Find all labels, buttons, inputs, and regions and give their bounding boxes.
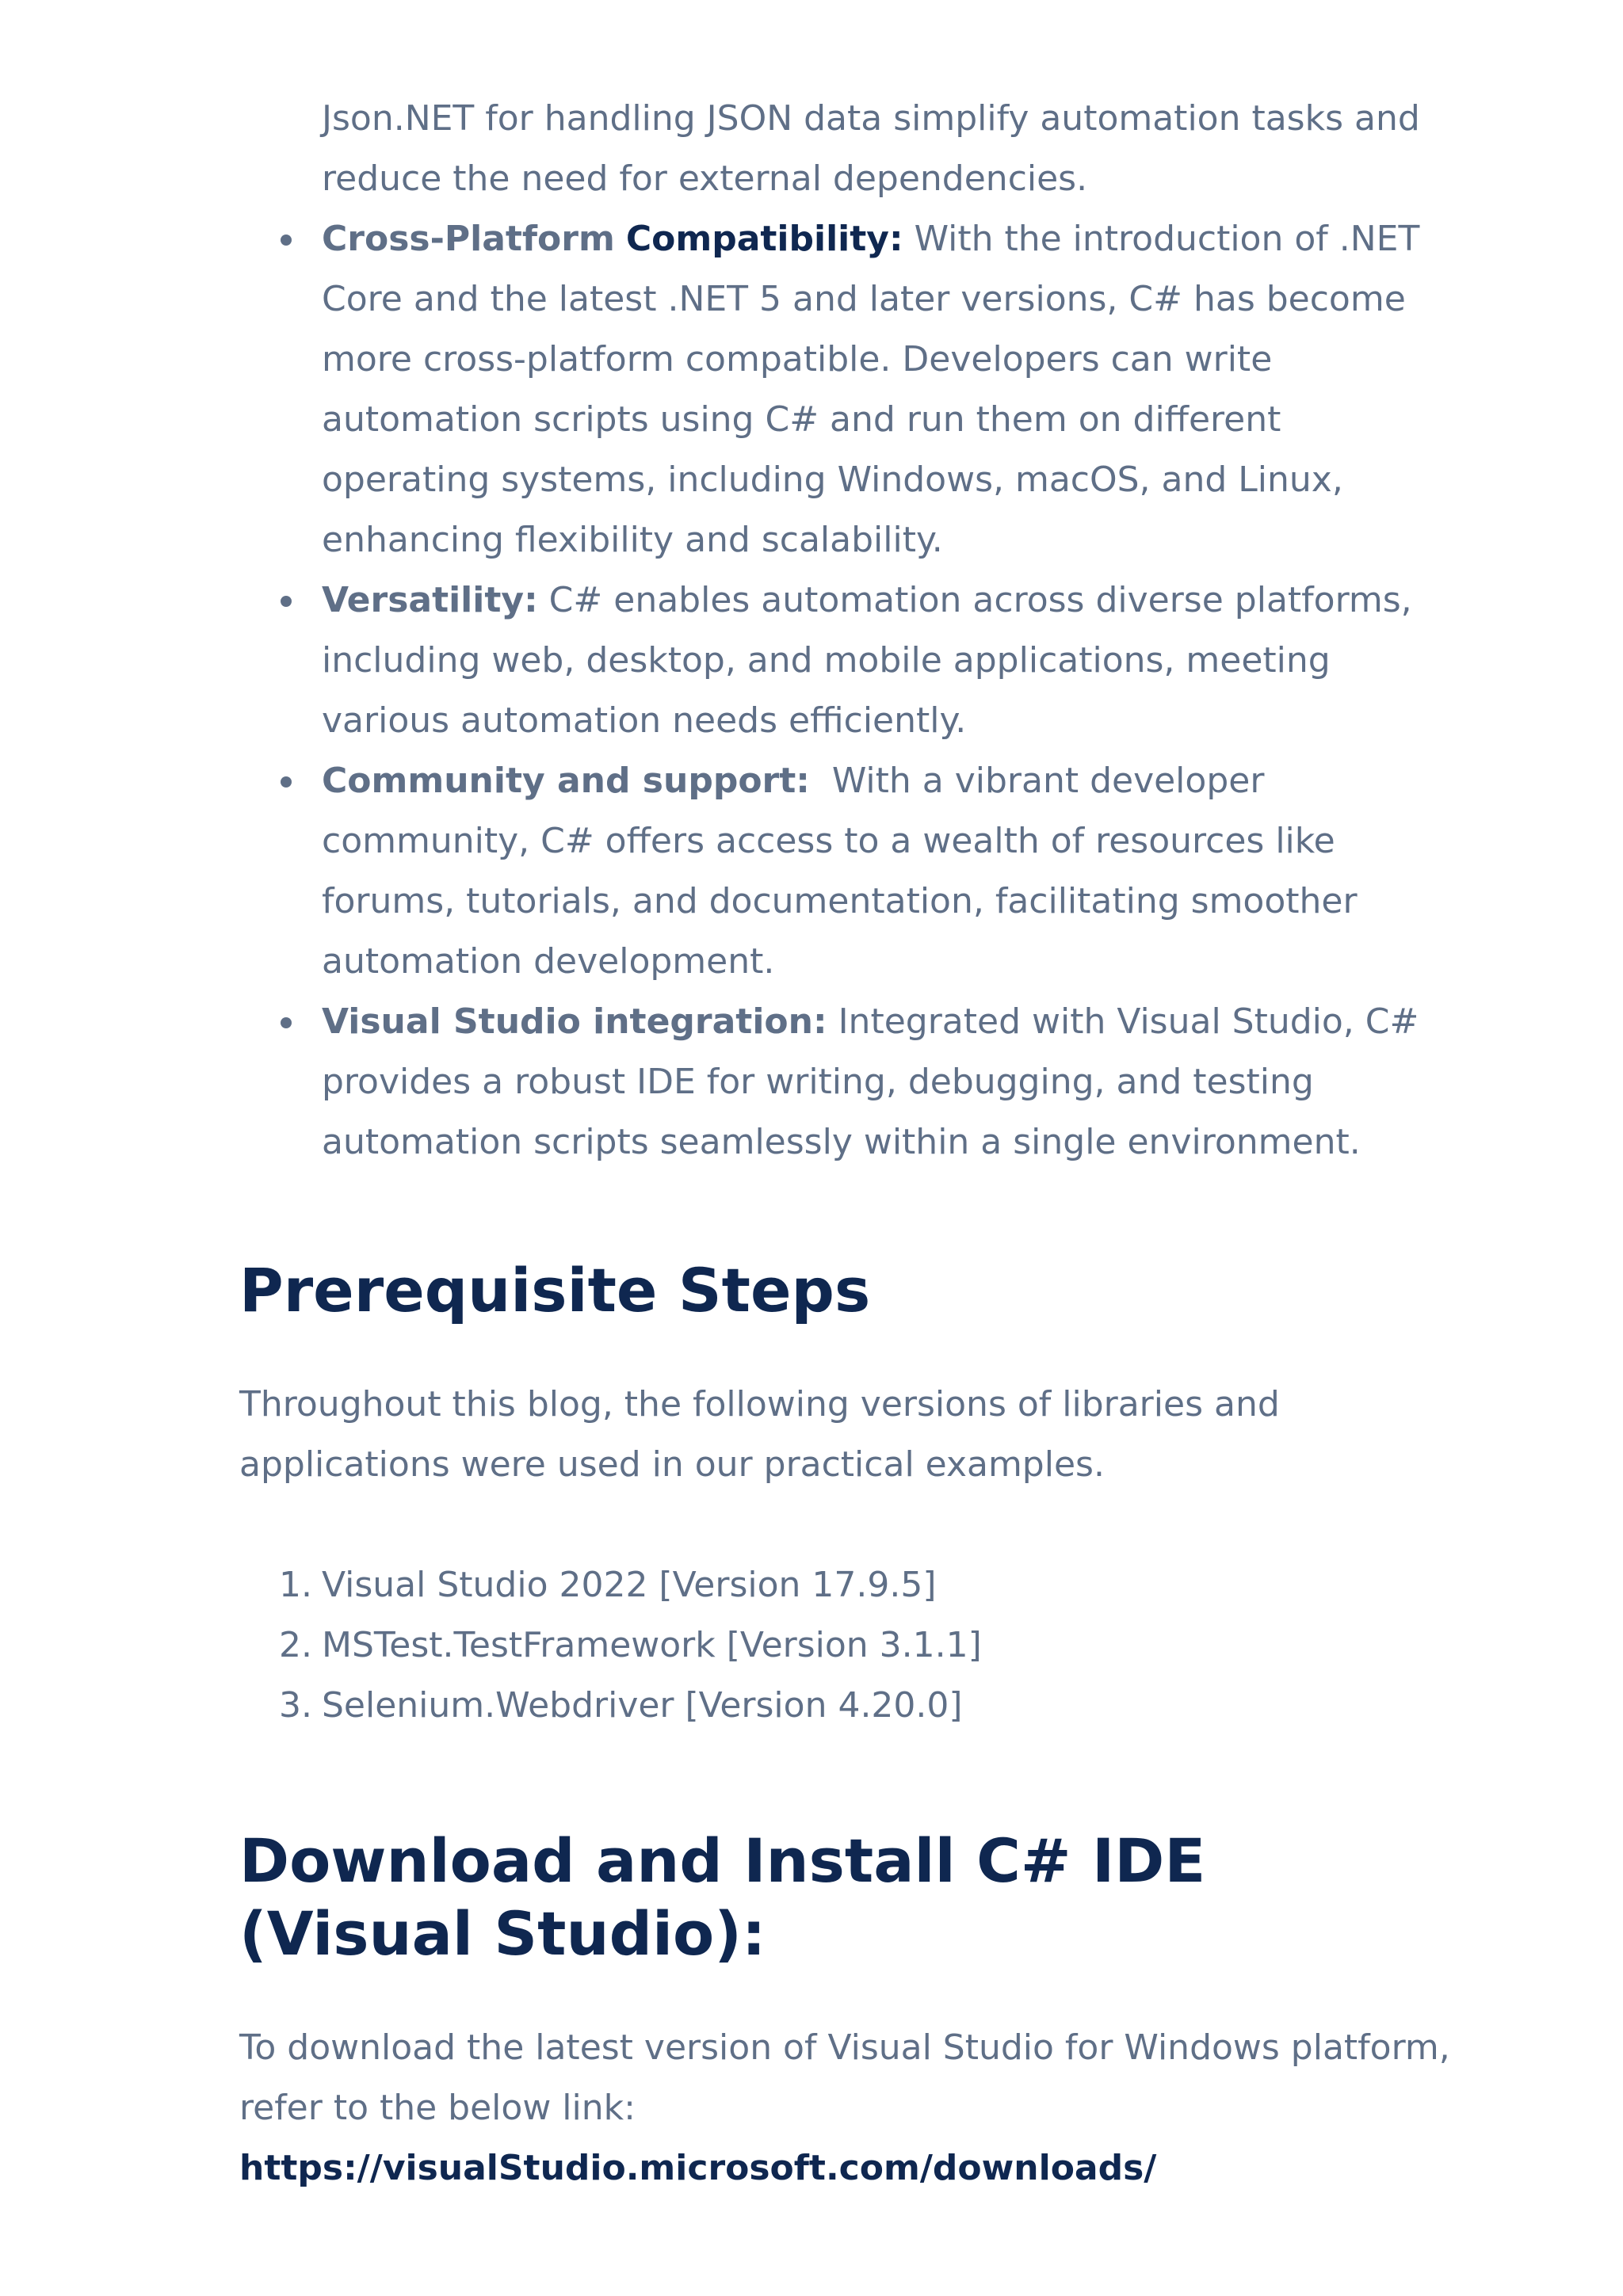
- section-heading-download: Download and Install C# IDE (Visual Studio):: [239, 1825, 1206, 1969]
- paragraph-continuation: Json.NET for handling JSON data simplify automation tasks and reduce the need for external dependencies.: [322, 98, 1420, 199]
- bullet-label: Community and support:: [322, 761, 810, 801]
- bullet-dot-icon: [281, 776, 292, 788]
- list-item-text: Selenium.Webdriver [Version 4.20.0]: [322, 1685, 963, 1726]
- versions-list: [239, 1555, 1460, 1736]
- list-item-community: [322, 751, 1460, 992]
- list-number: 3.: [279, 1685, 312, 1726]
- bullet-text: With the introduction of .NET Core and the latest .NET 5 and later versions, C# has become more cross-platform compatible. Developers can write automation scripts using C# and run them on different operating systems, including Windows, macOS, and Linux, enhancing flexibility and scalability.: [322, 219, 1420, 560]
- benefits-list: [239, 209, 1460, 1173]
- list-item-visual-studio: [322, 992, 1460, 1173]
- bullet-label: Cross-Platform: [322, 219, 615, 259]
- section-heading-prerequisite: Prerequisite Steps: [239, 1255, 871, 1325]
- list-item-text: Visual Studio 2022 [Version 17.9.5]: [322, 1565, 937, 1605]
- list-item-versatility: [322, 570, 1460, 751]
- bullet-text: Integrated with Visual Studio, C# provides a robust IDE for writing, debugging, and testing automation scripts seamlessly within a single environment.: [322, 1001, 1419, 1162]
- bullet-label: Compatibility:: [625, 219, 903, 259]
- bullet-dot-icon: [281, 1017, 292, 1028]
- bullet-dot-icon: [281, 235, 292, 246]
- download-intro: To download the latest version of Visual Studio for Windows platform, refer to the below link:: [239, 2027, 1450, 2128]
- list-item: [279, 1676, 1460, 1736]
- list-item: [279, 1615, 1460, 1676]
- bullet-text: With a vibrant developer community, C# offers access to a wealth of resources like forums, tutorials, and documentation, facilitating smoother automation development.: [322, 761, 1358, 982]
- bullet-text: C# enables automation across diverse platforms, including web, desktop, and mobile applications, meeting various automation needs efficiently.: [322, 580, 1412, 741]
- list-number: 2.: [279, 1625, 312, 1665]
- list-item: [279, 1555, 1460, 1615]
- bullet-label: Visual Studio integration:: [322, 1001, 827, 1042]
- prerequisite-intro: Throughout this blog, the following versions of libraries and applications were used in our practical examples.: [239, 1384, 1280, 1485]
- bullet-dot-icon: [281, 596, 292, 607]
- download-link[interactable]: https://visualStudio.microsoft.com/downloads/: [239, 2148, 1157, 2188]
- article-content: [239, 89, 1460, 2199]
- list-number: 1.: [279, 1565, 312, 1605]
- bullet-label: Versatility:: [322, 580, 538, 620]
- list-item-cross-platform: [322, 209, 1460, 570]
- list-item-text: MSTest.TestFramework [Version 3.1.1]: [322, 1625, 982, 1665]
